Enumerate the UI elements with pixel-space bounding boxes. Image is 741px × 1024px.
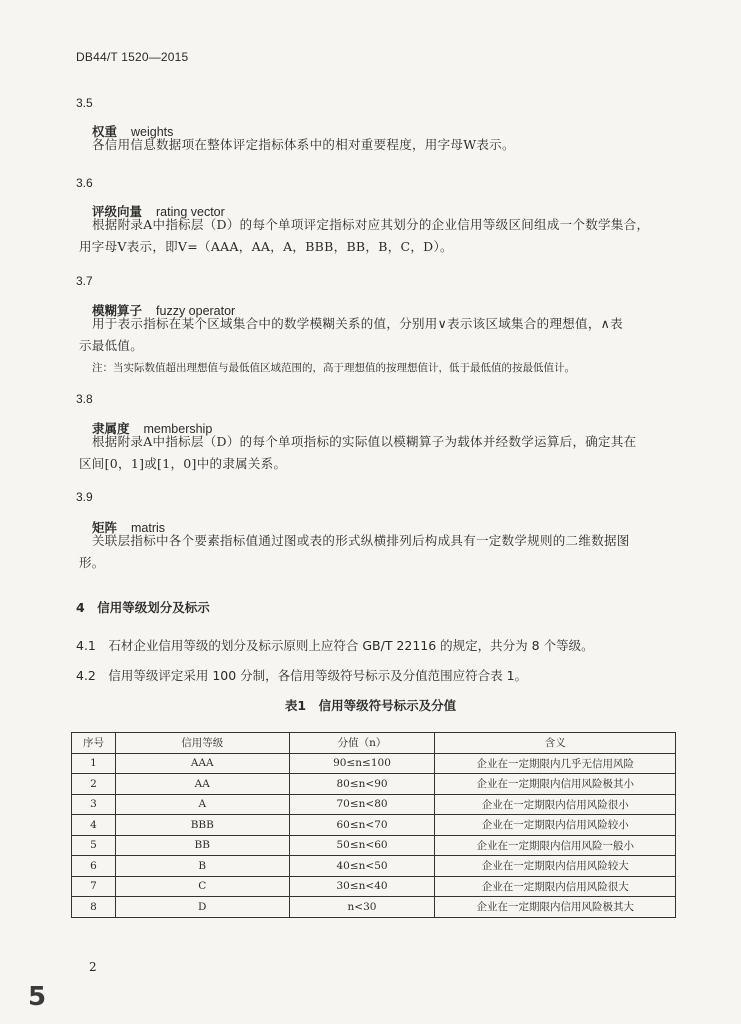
- term-en: fuzzy operator: [156, 304, 236, 318]
- cell-score: 50≤n<60: [289, 835, 435, 856]
- corner-mark: 5: [28, 982, 47, 1012]
- definition-line: 形。: [79, 555, 105, 570]
- term-cn: 矩阵: [92, 520, 118, 535]
- clause-4-1: 4.1 石材企业信用等级的划分及标示原则上应符合 GB/T 22116 的规定，共分为 8 个等级。: [76, 638, 594, 653]
- cell-index: 6: [72, 856, 116, 877]
- term-cn: 权重: [92, 124, 118, 139]
- cell-meaning: 企业在一定期限内几乎无信用风险: [435, 753, 676, 774]
- clause-number: 3.9: [76, 490, 93, 504]
- page-number: 2: [89, 960, 97, 974]
- header-score: 分值（n）: [289, 733, 435, 754]
- clause-number: 3.6: [76, 176, 93, 190]
- term-en: rating vector: [156, 205, 225, 219]
- definition-line: 关联层指标中各个要素指标值通过图或表的形式纵横排列后构成具有一定数学规则的二维数据图: [92, 533, 630, 548]
- table-header-row: [72, 733, 676, 754]
- cell-grade: AA: [115, 774, 289, 795]
- clause-number: 3.5: [76, 96, 93, 110]
- cell-grade: A: [115, 794, 289, 815]
- cell-meaning: 企业在一定期限内信用风险一般小: [435, 835, 676, 856]
- chapter-heading: 4 信用等级划分及标示: [76, 600, 210, 615]
- header-grade: 信用等级: [115, 733, 289, 754]
- term-cn: 隶属度: [92, 421, 130, 436]
- cell-score: 40≤n<50: [289, 856, 435, 877]
- cell-score: 30≤n<40: [289, 876, 435, 897]
- cell-index: 5: [72, 835, 116, 856]
- table-row: [72, 753, 676, 774]
- cell-grade: B: [115, 856, 289, 877]
- definition-line: 区间[0，1]或[1，0]中的隶属关系。: [79, 456, 287, 471]
- clause-number: 3.7: [76, 274, 93, 288]
- table-caption: 表1 信用等级符号标示及分值: [284, 698, 457, 713]
- definition-line: 根据附录A中指标层（D）的每个单项评定指标对应其划分的企业信用等级区间组成一个数学集合，: [92, 217, 650, 232]
- clause-number: 3.8: [76, 392, 93, 406]
- cell-index: 1: [72, 753, 116, 774]
- cell-grade: C: [115, 876, 289, 897]
- cell-index: 4: [72, 815, 116, 836]
- cell-index: 7: [72, 876, 116, 897]
- cell-index: 2: [72, 774, 116, 795]
- cell-meaning: 企业在一定期限内信用风险较小: [435, 815, 676, 836]
- cell-meaning: 企业在一定期限内信用风险极其小: [435, 774, 676, 795]
- table-row: [72, 794, 676, 815]
- definition-line: 根据附录A中指标层（D）的每个单项指标的实际值以模糊算子为载体并经数学运算后，确定其在: [92, 434, 637, 449]
- term-cn: 评级向量: [92, 204, 143, 219]
- definition-line: 示最低值。: [79, 338, 144, 353]
- credit-grade-table: [71, 732, 676, 918]
- cell-meaning: 企业在一定期限内信用风险极其大: [435, 897, 676, 918]
- term-en: matris: [131, 521, 166, 535]
- cell-score: 60≤n<70: [289, 815, 435, 836]
- cell-meaning: 企业在一定期限内信用风险很小: [435, 794, 676, 815]
- header-index: 序号: [72, 733, 116, 754]
- cell-score: 70≤n<80: [289, 794, 435, 815]
- header-meaning: 含义: [435, 733, 676, 754]
- definition-line: 用字母V表示，即V=（AAA，AA，A，BBB，BB，B，C，D）。: [79, 239, 453, 254]
- cell-index: 3: [72, 794, 116, 815]
- table-row: [72, 815, 676, 836]
- table-row: [72, 774, 676, 795]
- definition-line: 用于表示指标在某个区域集合中的数学模糊关系的值，分别用∨表示该区域集合的理想值，∧表: [92, 316, 623, 331]
- table-row: [72, 897, 676, 918]
- term-en: weights: [131, 125, 174, 139]
- table-row: [72, 856, 676, 877]
- table-row: [72, 876, 676, 897]
- term-cn: 模糊算子: [92, 303, 143, 318]
- cell-grade: BB: [115, 835, 289, 856]
- note-text: 注：当实际数值超出理想值与最低值区域范围的，高于理想值的按理想值计，低于最低值的按最低值计。: [92, 362, 575, 374]
- cell-grade: BBB: [115, 815, 289, 836]
- definition-line: 各信用信息数据项在整体评定指标体系中的相对重要程度，用字母W表示。: [92, 137, 515, 152]
- clause-4-2: 4.2 信用等级评定采用 100 分制，各信用等级符号标示及分值范围应符合表 1。: [76, 668, 528, 683]
- cell-grade: AAA: [115, 753, 289, 774]
- table-row: [72, 835, 676, 856]
- cell-grade: D: [115, 897, 289, 918]
- cell-meaning: 企业在一定期限内信用风险较大: [435, 856, 676, 877]
- cell-index: 8: [72, 897, 116, 918]
- cell-meaning: 企业在一定期限内信用风险很大: [435, 876, 676, 897]
- cell-score: 80≤n<90: [289, 774, 435, 795]
- cell-score: 90≤n≤100: [289, 753, 435, 774]
- term-en: membership: [143, 422, 213, 436]
- document-code: DB44/T 1520—2015: [76, 50, 189, 64]
- cell-score: n<30: [289, 897, 435, 918]
